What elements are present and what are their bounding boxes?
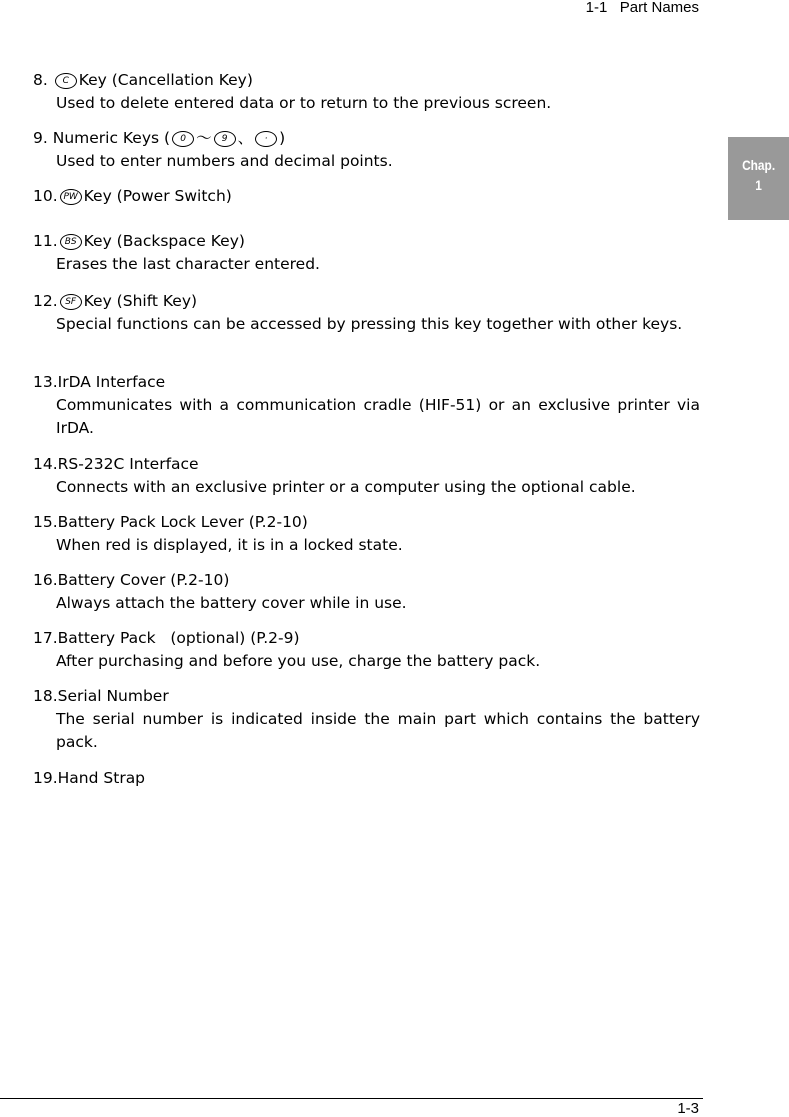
item-description: Used to delete entered data or to return to the previous screen. <box>56 94 552 112</box>
item-number: 8. <box>33 71 48 89</box>
item-number: 19. <box>33 769 58 787</box>
item-title: Hand Strap <box>57 769 146 787</box>
item-number: 13. <box>33 373 58 391</box>
item-number: 9. <box>33 129 48 147</box>
item-title: Battery Pack (optional) (P.2-9) <box>57 629 300 647</box>
item-title: Key (Shift Key) <box>83 292 198 310</box>
range-symbol: ～ <box>196 129 212 147</box>
list-item <box>33 453 700 499</box>
item-description: Erases the last character entered. <box>56 255 320 273</box>
paren: ) <box>279 129 286 147</box>
item-title: Numeric Keys ( <box>52 129 171 147</box>
list-item <box>33 627 700 673</box>
item-title: Serial Number <box>57 687 169 705</box>
item-number: 15. <box>33 513 58 531</box>
list-item <box>33 511 700 557</box>
list-item <box>33 767 700 790</box>
zero-key-icon: 0 <box>172 131 194 147</box>
item-description: Used to enter numbers and decimal points. <box>56 152 393 170</box>
footer-divider <box>0 1098 703 1099</box>
item-title: Key (Backspace Key) <box>83 232 245 250</box>
item-title: Battery Pack Lock Lever (P.2-10) <box>57 513 308 531</box>
item-description: Always attach the battery cover while in use. <box>56 594 407 612</box>
item-title: IrDA Interface <box>57 373 166 391</box>
item-number: 11. <box>33 232 58 250</box>
item-description: When red is displayed, it is in a locked state. <box>56 536 403 554</box>
list-item <box>33 569 700 615</box>
chapter-tab <box>728 137 789 220</box>
backspace-key-icon: BS <box>60 234 82 250</box>
decimal-key-icon: · <box>255 131 277 147</box>
nine-key-icon: 9 <box>214 131 236 147</box>
item-description: The serial number is indicated inside the main part which contains the battery pack. <box>56 710 700 751</box>
item-title: RS-232C Interface <box>57 455 199 473</box>
section-header: 1-1 Part Names <box>585 0 699 16</box>
item-title: Key (Power Switch) <box>83 187 232 205</box>
item-number: 10. <box>33 187 58 205</box>
item-number: 18. <box>33 687 58 705</box>
list-item <box>33 685 700 754</box>
chapter-label: Chap. <box>742 157 776 173</box>
power-key-icon: PW <box>60 189 82 205</box>
item-description: Communicates with a communication cradle (HIF-51) or an exclusive printer via IrDA. <box>56 396 700 437</box>
item-title: Key (Cancellation Key) <box>78 71 253 89</box>
shift-key-icon: SF <box>60 294 82 310</box>
separator: 、 <box>237 129 254 147</box>
item-title: Battery Cover (P.2-10) <box>57 571 230 589</box>
item-number: 17. <box>33 629 58 647</box>
item-number: 14. <box>33 455 58 473</box>
list-item <box>33 127 700 173</box>
list-item <box>33 371 700 440</box>
item-description: Connects with an exclusive printer or a computer using the optional cable. <box>56 478 636 496</box>
item-number: 16. <box>33 571 58 589</box>
item-description: After purchasing and before you use, charge the battery pack. <box>56 652 541 670</box>
list-item <box>33 185 700 208</box>
page-number: 1-3 <box>677 1100 699 1117</box>
cancel-key-icon: C <box>55 73 77 89</box>
item-number: 12. <box>33 292 58 310</box>
list-item <box>33 69 700 115</box>
chapter-number: 1 <box>755 177 762 193</box>
list-item <box>33 290 700 336</box>
list-item <box>33 230 700 276</box>
item-description: Special functions can be accessed by pressing this key together with other keys. <box>56 315 683 333</box>
